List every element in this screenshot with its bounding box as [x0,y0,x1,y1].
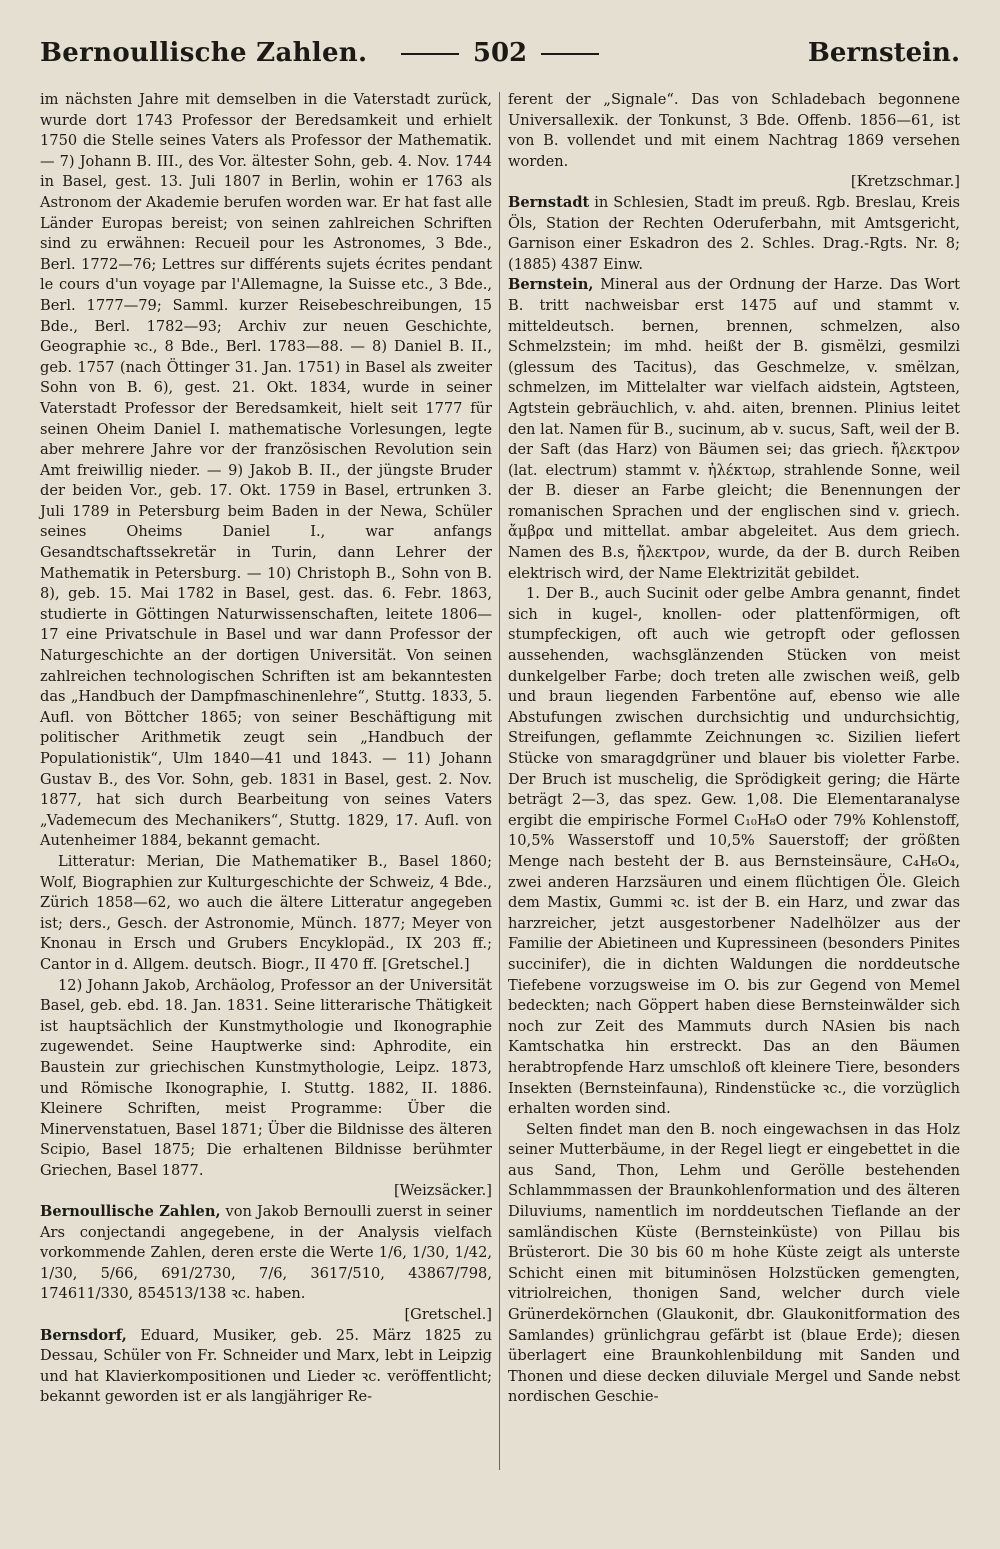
signature-gretschel: [Gretschel.] [404,1306,492,1324]
entry-bernstein [508,275,960,584]
entry-bernoullische-zahlen [40,1202,492,1305]
header-rule-right [541,53,599,55]
page-number: 502 [472,38,528,68]
lemma-bernoullische-zahlen: Bernoullische Zahlen, [40,1203,221,1221]
running-head-left: Bernoullische Zahlen. [40,38,368,68]
paragraph-bernstein-properties: 1. Der B., auch Sucinit oder gelbe Ambra genannt, findet sich in kugel-, knollen- oder plattenförmigen, oft stumpfeckigen, oft auch wie getropft oder geflossen aussehenden, wachsglänzenden Stücken von meist dunkelgelber Farbe; doch treten alle zwischen weiß, gelb und braun liegenden Farbentöne auf, ebenso wie alle Abstufungen zwischen durchsichtig und undurchsichtig, Streifungen, geflammte Zeichnungen ꝛc. Sizilien liefert Stücke von smaragdgrüner und blauer bis violetter Farbe. Der Bruch ist muschelig, die Sprödigkeit gering; die Härte beträgt 2—3, das spez. Gew. 1,08. Die Elementaranalyse ergibt die empirische Formel C₁₀H₈O oder 79% Kohlenstoff, 10,5% Wasserstoff und 10,5% Sauerstoff; der größten Menge nach besteht der B. aus Bernsteinsäure, C₄H₆O₄, zwei anderen Harzsäuren und einem flüchtigen Öle. Gleich dem Mastix, Gummi ꝛc. ist der B. ein Harz, und zwar das harzreicher, jetzt ausgestorbener Nadelhölzer aus der Familie der Abietineen und Kupressineen (besonders Pinites succinifer), die in dichten Waldungen die norddeutsche Tiefebene vorzugsweise im O. bis zur Gegend von Memel bedeckten; nach Göppert haben diese Bernsteinwälder sich noch zur Zeit des Mammuts durch NAsien bis nach Kamtschatka hin erstreckt. Das an den Bäumen herabtropfende Harz umschloß oft kleinere Tiere, besonders Insekten (Bernsteinfauna), Rindenstücke ꝛc., die vorzüglich erhalten worden sind. [508,585,960,1118]
right-column [508,90,960,1408]
entry-text-bernoullische-zahlen: von Jakob Bernoulli zuerst in seiner Ars conjectandi angegebene, in der Analysis vielfach vorkommende Zahlen, deren erste die Werte 1/6, 1/30, 1/42, 1/30, 5/66, 691/2730, 7/6, 3617/510, 43867/798, 174611/330, 854513/138 ꝛc. haben. [40,1203,493,1303]
entry-text-bernstadt: in Schlesien, Stadt im preuß. Rgb. Breslau, Kreis Öls, Station der Rechten Oderuferbahn, mit Amtsgericht, Garnison einer Eskadron des 2. Schles. Drag.-Rgts. Nr. 8; (1885) 4387 Einw. [508,193,960,273]
paragraph-literature: Litteratur: Merian, Die Mathematiker B., Basel 1860; Wolf, Biographien zur Kulturgeschichte der Schweiz, 4 Bde., Zürich 1858—62, wo auch die ältere Litteratur angegeben ist; ders., Gesch. der Astronomie, Münch. 1877; Meyer von Knonau in Ersch und Grubers Encyklopäd., IX 203 ff.; Cantor in d. Allgem. deutsch. Biogr., II 470 ff. [Gretschel.] [40,852,492,973]
paragraph-bernstein-occurrence: Selten findet man den B. noch eingewachsen in das Holz seiner Mutterbäume, in der Regel liegt er eingebettet in die aus Sand, Thon, Lehm und Gerölle bestehenden Schlammmassen der Braunkohlenformation und des älteren Diluviums, namentlich im norddeutschen Tieflande an der samländischen Küste (Bernsteinküste) von Pillau bis Brüsterort. Die 30 bis 60 m hohe Küste zeigt als unterste Schicht einen mit bituminösen Holzstücken gemengten, vitriolreichen, thonigen Sand, welcher durch viele Grünerdekörnchen (Glaukonit, dbr. Glaukonitformation des Samlandes) grünlichgrau gefärbt ist (blaue Erde); diesen überlagert eine Braunkohlenbildung mit Sanden und Thonen und diese decken diluviale Mergel und Sande nebst nordischen Geschie- [508,1120,960,1406]
column-divider [499,92,500,1470]
paragraph-bernsdorf-continued: ferent der „Signale“. Das von Schladebach begonnene Universallexik. der Tonkunst, 3 Bde. Offenb. 1856—61, ist von B. vollendet und mit einem Nachtrag 1869 versehen worden. [508,91,960,170]
lemma-bernsdorf: Bernsdorf, [40,1326,127,1344]
lemma-bernstein: Bernstein, [508,276,594,294]
signature-kretzschmar: [Kretzschmar.] [850,173,960,191]
entry-text-bernstein: Mineral aus der Ordnung der Harze. Das Wort B. tritt nachweisbar erst 1475 auf und stammt v. mitteldeutsch. bernen, brennen, schmelzen, also Schmelzstein; im mhd. heißt der B. gismëlzi, gesmilzi (glessum des Tacitus), das Geschmelze, v. smëlzan, schmelzen, im Mittelalter war vielfach aidstein, Agtsteen, Agtstein gebräuchlich, v. ahd. aiten, brennen. Plinius leitet den lat. Namen für B., sucinum, ab v. sucus, Saft, weil der B. der Saft (das Harz) von Bäumen sei; das griech. ἤλεκτρον (lat. electrum) stammt v. ἠλέκτωρ, strahlende Sonne, weil der B. dieser an Farbe gleicht; die Benennungen der romanischen Sprachen und der englischen sind v. griech. ἄμβρα und mittellat. ambar abgeleitet. Aus dem griech. Namen des B.s, ἤλεκτρον, wurde, da der B. durch Reiben elektrisch wird, der Name Elektrizität gebildet. [508,276,961,582]
running-head-right: Bernstein. [807,38,960,68]
entry-bernstadt [508,193,960,275]
page-header [40,38,960,82]
left-column [40,90,492,1408]
header-rule-left [401,53,459,55]
signature-weizsaecker: [Weizsäcker.] [393,1182,492,1200]
entry-bernsdorf [40,1326,492,1408]
lemma-bernstadt: Bernstadt [508,193,590,211]
paragraph-johann-jakob: 12) Johann Jakob, Archäolog, Professor an der Universität Basel, geb. ebd. 18. Jan. 1831. Seine litterarische Thätigkeit ist hauptsächlich der Kunstmythologie und Ikonographie zugewendet. Seine Hauptwerke sind: Aphrodite, ein Baustein zur griechischen Kunstmythologie, Leipz. 1873, und Römische Ikonographie, I. Stuttg. 1882, II. 1886. Kleinere Schriften, meist Programme: Über die Minervenstatuen, Basel 1871; Über die Bildnisse des älteren Scipio, Basel 1875; Die erhaltenen Bildnisse berühmter Griechen, Basel 1877. [40,976,492,1179]
paragraph-bernoulli-family: im nächsten Jahre mit demselben in die Vaterstadt zurück, wurde dort 1743 Professor der Beredsamkeit und erhielt 1750 die Stelle seines Vaters als Professor der Mathematik. — 7) Johann B. III., des Vor. ältester Sohn, geb. 4. Nov. 1744 in Basel, gest. 13. Juli 1807 in Berlin, wohin er 1763 als Astronom der Akademie berufen worden war. Er hat fast alle Länder Europas bereist; von seinen zahlreichen Schriften sind zu erwähnen: Recueil pour les Astronomes, 3 Bde., Berl. 1772—76; Lettres sur différents sujets écrites pendant le cours d'un voyage par l'Allemagne, la Suisse etc., 3 Bde., Berl. 1777—79; Samml. kurzer Reisebeschreibungen, 15 Bde., Berl. 1782—93; Archiv zur neuen Geschichte, Geographie ꝛc., 8 Bde., Berl. 1783—88. — 8) Daniel B. II., geb. 1757 (nach Öttinger 31. Jan. 1751) in Basel als zweiter Sohn von B. 6), gest. 21. Okt. 1834, wurde in seiner Vaterstadt Professor der Beredsamkeit, hielt seit 1777 für seinen Oheim Daniel I. mathematische Vorlesungen, legte aber mehrere Jahre vor der französischen Revolution sein Amt freiwillig nieder. — 9) Jakob B. II., der jüngste Bruder der beiden Vor., geb. 17. Okt. 1759 in Basel, ertrunken 3. Juli 1789 in Petersburg beim Baden in der Newa, Schüler seines Oheims Daniel I., war anfangs Gesandtschaftssekretär in Turin, dann Lehrer der Mathematik in Petersburg. — 10) Christoph B., Sohn von B. 8), geb. 15. Mai 1782 in Basel, gest. das. 6. Febr. 1863, studierte in Göttingen Naturwissenschaften, leitete 1806—17 eine Privatschule in Basel und war dann Professor der Naturgeschichte an der dortigen Universität. Von seinen zahlreichen technologischen Schriften ist am bekanntesten das „Handbuch der Dampfmaschinenlehre“, Stuttg. 1833, 5. Aufl. von Böttcher 1865; von seiner Beschäftigung mit politischer Arithmetik zeugt sein „Handbuch der Populationistik“, Ulm 1840—41 und 1843. — 11) Johann Gustav B., des Vor. Sohn, geb. 1831 in Basel, gest. 2. Nov. 1877, hat sich durch Bearbeitung von seines Vaters „Vademecum des Mechanikers“, Stuttg. 1829, 17. Aufl. von Autenheimer 1884, bekannt gemacht. [40,91,492,850]
entry-text-bernsdorf: Eduard, Musiker, geb. 25. März 1825 zu Dessau, Schüler von Fr. Schneider und Marx, lebt in Leipzig und hat Klavierkompositionen und Lieder ꝛc. veröffentlicht; bekannt geworden ist er als langjähriger Re- [40,1326,492,1406]
